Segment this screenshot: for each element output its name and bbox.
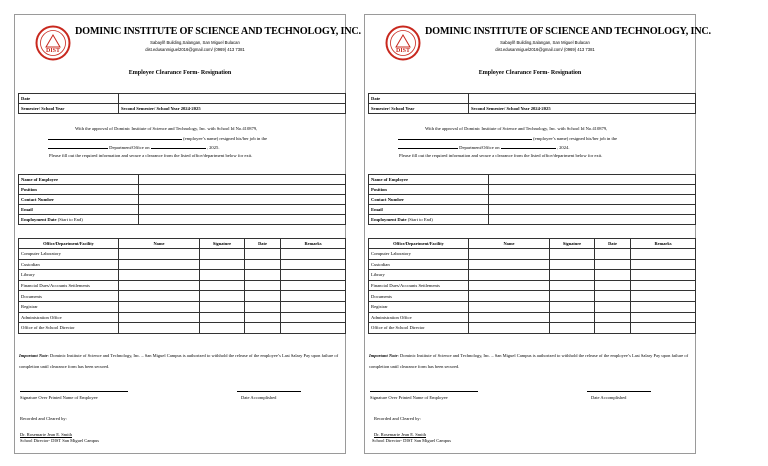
table-row: Computer Laboratory — [369, 249, 696, 260]
position-label: Position — [369, 185, 489, 195]
table-row: Administration Office — [369, 312, 696, 323]
email-label: Email — [19, 205, 139, 215]
form-page-left — [14, 14, 361, 454]
important-note-text: : Dominic Institute of Science and Technology, Inc. – San Miguel Campus is authorized to withhold the release of the employee’s Last Salary Pay upon failure of completion until clearance form has been secured. — [369, 353, 689, 369]
approval-line-3 — [398, 144, 569, 150]
col-header-remarks: Remarks — [631, 239, 696, 249]
director-title: School Director- DIST San Miguel Campus — [372, 438, 451, 443]
col-header-name: Name — [119, 239, 200, 249]
col-header-office: Office/Department/Facility — [369, 239, 469, 249]
col-header-name: Name — [469, 239, 550, 249]
table-row: Financial Dues/Accounts Settlements — [19, 280, 346, 291]
important-note-label: Important Note — [369, 353, 398, 358]
institution-name: DOMINIC INSTITUTE OF SCIENCE AND TECHNOLOGY, INC. — [75, 26, 361, 37]
form-title: Employee Clearance Form- Resignation — [478, 70, 582, 76]
letterhead — [385, 25, 711, 65]
date-label: Date — [369, 94, 469, 104]
approval-line-3a: Department/Office on — [459, 145, 500, 150]
institution-contact: dist.edusanmiguel2016@gmail.com/ (0969) 413 7381 — [495, 47, 595, 52]
institution-name: DOMINIC INSTITUTE OF SCIENCE AND TECHNOLOGY, INC. — [425, 26, 711, 37]
employment-date-value[interactable] — [489, 215, 696, 225]
employee-name-label: Name of Employee — [19, 175, 139, 185]
resign-date-blank[interactable] — [501, 144, 556, 149]
date-accomplished-label: Date Accomplished — [591, 395, 627, 400]
approval-line-1: With the approval of Dominic Institute of Science and Technology, Inc. with School Id No.410879, — [75, 126, 258, 131]
contact-number-label: Contact Number — [19, 195, 139, 205]
clearance-table — [368, 238, 696, 334]
table-row: Documents — [19, 291, 346, 302]
date-value[interactable] — [469, 94, 696, 104]
email-value[interactable] — [139, 205, 346, 215]
approval-line-4: Please fill out the required information and secure a clearance from the listed office/department below for exit. — [49, 153, 253, 158]
important-note-text: : Dominic Institute of Science and Technology, Inc. – San Miguel Campus is authorized to withhold the release of the employee’s Last Salary Pay upon failure of completion until clearance form has been secured. — [19, 353, 339, 369]
director-name: Dr. Rosemarie Jean E. Smith — [20, 432, 72, 437]
school-logo — [385, 25, 421, 61]
date-semester-table — [18, 93, 346, 114]
logo-text: DIST — [45, 48, 61, 54]
institution-address: Sabaylñ Building,Salangan, San Miguel Bulacan — [500, 40, 590, 45]
department-blank[interactable] — [398, 144, 458, 149]
employment-date-label: Employment Date (Start to End) — [19, 215, 139, 225]
table-row: Documents — [369, 291, 696, 302]
employee-info-table — [18, 174, 346, 225]
table-row: Administration Office — [19, 312, 346, 323]
position-label: Position — [19, 185, 139, 195]
employee-info-table — [368, 174, 696, 225]
position-value[interactable] — [489, 185, 696, 195]
col-header-signature: Signature — [550, 239, 595, 249]
employee-name-value[interactable] — [489, 175, 696, 185]
semester-label: Semester/ School Year — [369, 104, 469, 114]
date-accomplished-line[interactable] — [587, 391, 651, 392]
col-header-signature: Signature — [200, 239, 245, 249]
signature-line[interactable] — [370, 391, 478, 392]
date-semester-table — [368, 93, 696, 114]
important-note — [19, 350, 343, 372]
table-row: Registrar — [19, 301, 346, 312]
department-blank[interactable] — [48, 144, 108, 149]
resign-date-blank[interactable] — [151, 144, 206, 149]
position-value[interactable] — [139, 185, 346, 195]
approval-line-2 — [48, 135, 267, 141]
table-row: Custodian — [369, 259, 696, 270]
form-title: Employee Clearance Form- Resignation — [128, 70, 232, 76]
director-title: School Director- DIST San Miguel Campus — [20, 438, 99, 443]
signature-line[interactable] — [20, 391, 128, 392]
institution-contact: dist.edusanmiguel2016@gmail.com/ (0969) 413 7381 — [145, 47, 245, 52]
table-row: Office of the School Director — [19, 323, 346, 334]
signature-label: Signature Over Printed Name of Employee — [20, 395, 98, 400]
approval-line-3a: Department/Office on — [109, 145, 150, 150]
email-value[interactable] — [489, 205, 696, 215]
table-row: Custodian — [19, 259, 346, 270]
semester-label: Semester/ School Year — [19, 104, 119, 114]
email-label: Email — [369, 205, 489, 215]
date-value[interactable] — [119, 94, 346, 104]
date-label: Date — [19, 94, 119, 104]
approval-line-3b: , 2025. — [206, 145, 220, 150]
approval-line-4: Please fill out the required information and secure a clearance from the listed office/department below for exit. — [399, 153, 603, 158]
table-row: Library — [19, 270, 346, 281]
recorded-label: Recorded and Cleared by: — [374, 416, 421, 421]
col-header-date: Date — [595, 239, 631, 249]
signature-label: Signature Over Printed Name of Employee — [370, 395, 448, 400]
clearance-table — [18, 238, 346, 334]
school-logo — [35, 25, 71, 61]
approval-line-3 — [48, 144, 219, 150]
employment-date-value[interactable] — [139, 215, 346, 225]
table-row: Library — [369, 270, 696, 281]
contact-number-value[interactable] — [139, 195, 346, 205]
col-header-remarks: Remarks — [281, 239, 346, 249]
semester-value[interactable]: Second Semester/ School Year 2024-2025 — [469, 104, 696, 114]
important-note-label: Important Note — [19, 353, 48, 358]
employee-name-blank[interactable] — [48, 135, 182, 140]
contact-number-value[interactable] — [489, 195, 696, 205]
table-row: Computer Laboratory — [19, 249, 346, 260]
date-accomplished-label: Date Accomplished — [241, 395, 277, 400]
table-row: Registrar — [369, 301, 696, 312]
table-row: Office of the School Director — [369, 323, 696, 334]
approval-line-2-text: (employee’s name) resigned his/her job in the — [533, 136, 618, 141]
institution-address: Sabaylñ Building,Salangan, San Miguel Bulacan — [150, 40, 240, 45]
form-page-right — [364, 14, 711, 454]
approval-line-1: With the approval of Dominic Institute of Science and Technology, Inc. with School Id No.410879, — [425, 126, 608, 131]
approval-line-2 — [398, 135, 617, 141]
employee-name-label: Name of Employee — [369, 175, 489, 185]
contact-number-label: Contact Number — [369, 195, 489, 205]
logo-text: DIST — [395, 48, 411, 54]
important-note — [369, 350, 693, 372]
date-accomplished-line[interactable] — [237, 391, 301, 392]
employee-name-blank[interactable] — [398, 135, 532, 140]
col-header-date: Date — [245, 239, 281, 249]
director-name: Dr. Rosemarie Jean E. Smith — [374, 432, 426, 437]
approval-line-3b: , 2024. — [556, 145, 570, 150]
semester-value[interactable]: Second Semester/ School Year 2024-2025 — [119, 104, 346, 114]
col-header-office: Office/Department/Facility — [19, 239, 119, 249]
approval-line-2-text: (employee’s name) resigned his/her job in the — [183, 136, 268, 141]
recorded-label: Recorded and Cleared by: — [20, 416, 67, 421]
employee-name-value[interactable] — [139, 175, 346, 185]
table-row: Financial Dues/Accounts Settlements — [369, 280, 696, 291]
employment-date-label: Employment Date (Start to End) — [369, 215, 489, 225]
letterhead — [35, 25, 361, 65]
